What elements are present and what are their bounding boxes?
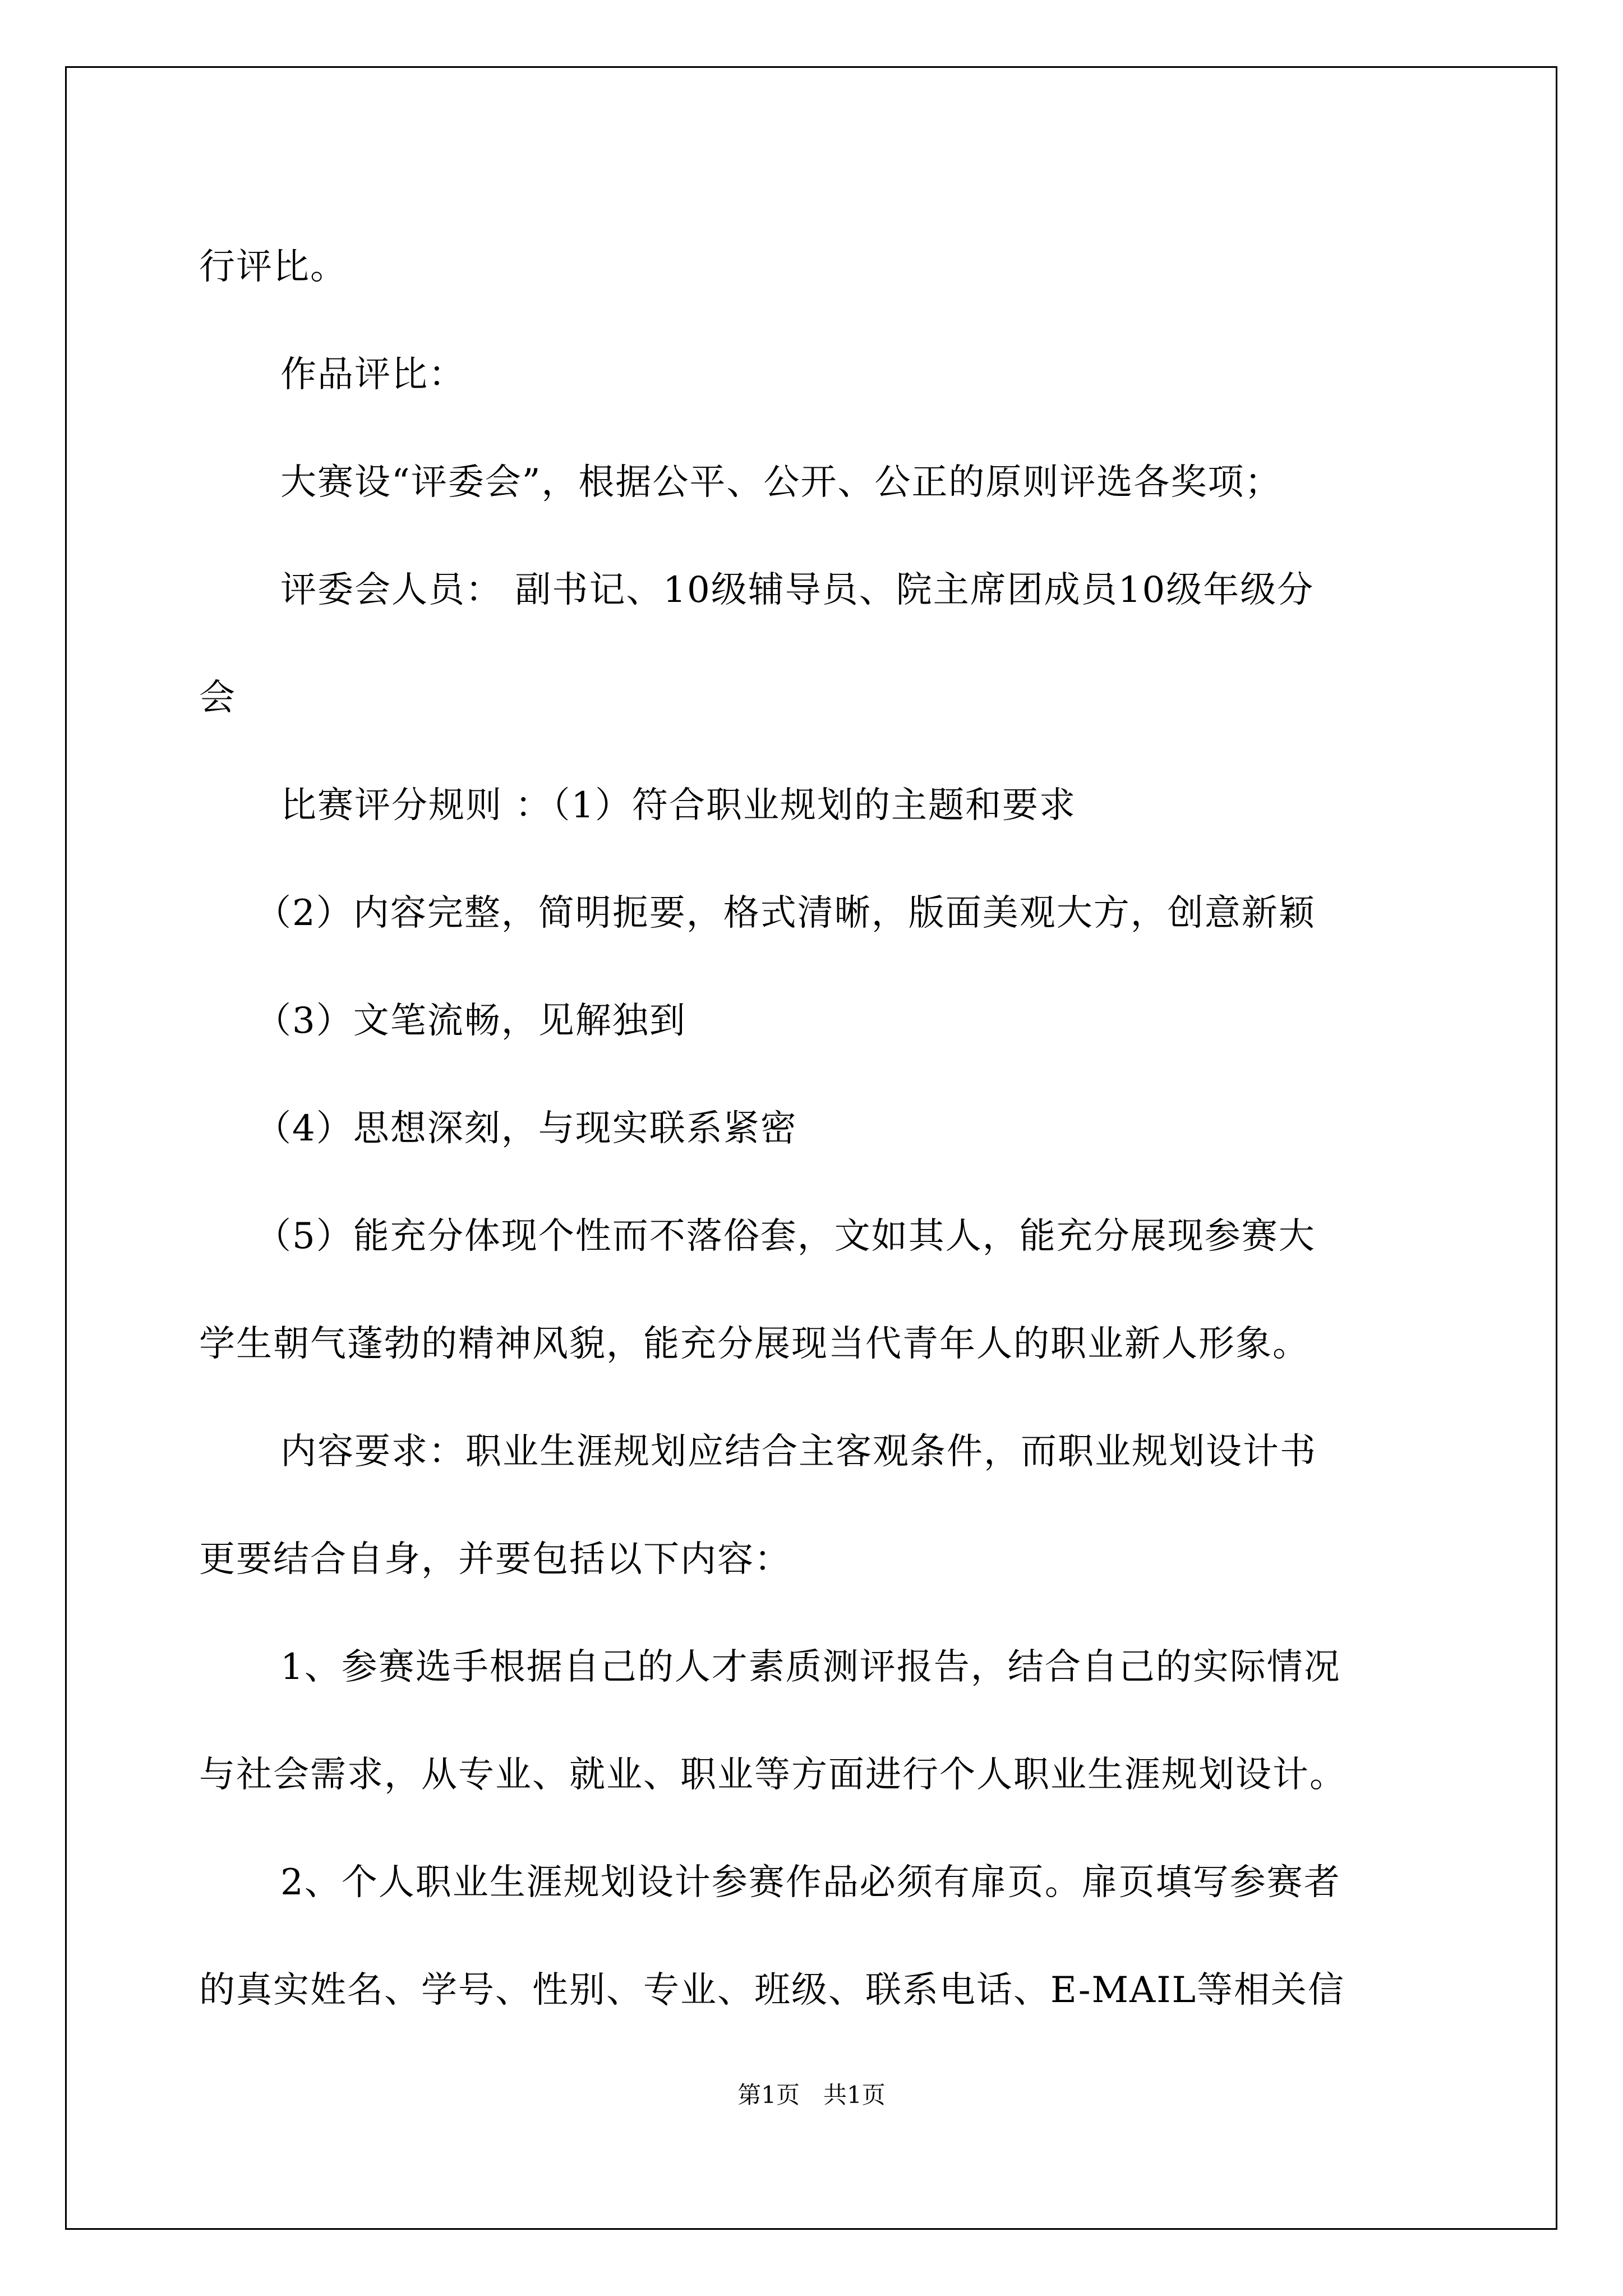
list-item-rule-2: （2）内容完整，简明扼要，格式清晰，版面美观大方，创意新颖 bbox=[255, 892, 1316, 934]
paragraph: 评委会人员： 副书记、10级辅导员、院主席团成员10级年级分 bbox=[280, 569, 1315, 611]
list-item-requirement-2: 2、个人职业生涯规划设计参赛作品必须有扉页。扉页填写参赛者 bbox=[280, 1862, 1341, 1903]
paragraph-continuation: 的真实姓名、学号、性别、专业、班级、联系电话、E-MAIL等相关信 bbox=[199, 1970, 1345, 2011]
document-body bbox=[199, 213, 1433, 2044]
paragraph-continuation: 与社会需求，从专业、就业、职业等方面进行个人职业生涯规划设计。 bbox=[199, 1754, 1347, 1796]
paragraph-heading-evaluation: 作品评比： bbox=[280, 354, 465, 395]
list-item-rule-4: （4）思想深刻，与现实联系紧密 bbox=[255, 1108, 797, 1149]
paragraph: 大赛设“评委会”，根据公平、公开、公正的原则评选各奖项； bbox=[280, 462, 1282, 503]
list-item-rule-3: （3）文笔流畅，见解独到 bbox=[255, 1000, 686, 1042]
page-number: 第1页 共1页 bbox=[737, 2081, 886, 2109]
paragraph-continuation: 更要结合自身，并要包括以下内容： bbox=[199, 1539, 791, 1580]
paragraph-continuation: 行评比。 bbox=[199, 246, 347, 288]
list-item-requirement-1: 1、参赛选手根据自己的人才素质测评报告，结合自己的实际情况 bbox=[280, 1646, 1341, 1688]
paragraph-continuation: 学生朝气蓬勃的精神风貌，能充分展现当代青年人的职业新人形象。 bbox=[199, 1323, 1310, 1365]
paragraph-continuation: 会 bbox=[199, 677, 236, 719]
paragraph-content-requirements: 内容要求：职业生涯规划应结合主客观条件，而职业规划设计书 bbox=[280, 1431, 1317, 1473]
list-item-rule-5: （5）能充分体现个性而不落俗套，文如其人，能充分展现参赛大 bbox=[255, 1216, 1316, 1257]
paragraph-scoring-rules: 比赛评分规则 ：（1）符合职业规划的主题和要求 bbox=[280, 785, 1077, 826]
